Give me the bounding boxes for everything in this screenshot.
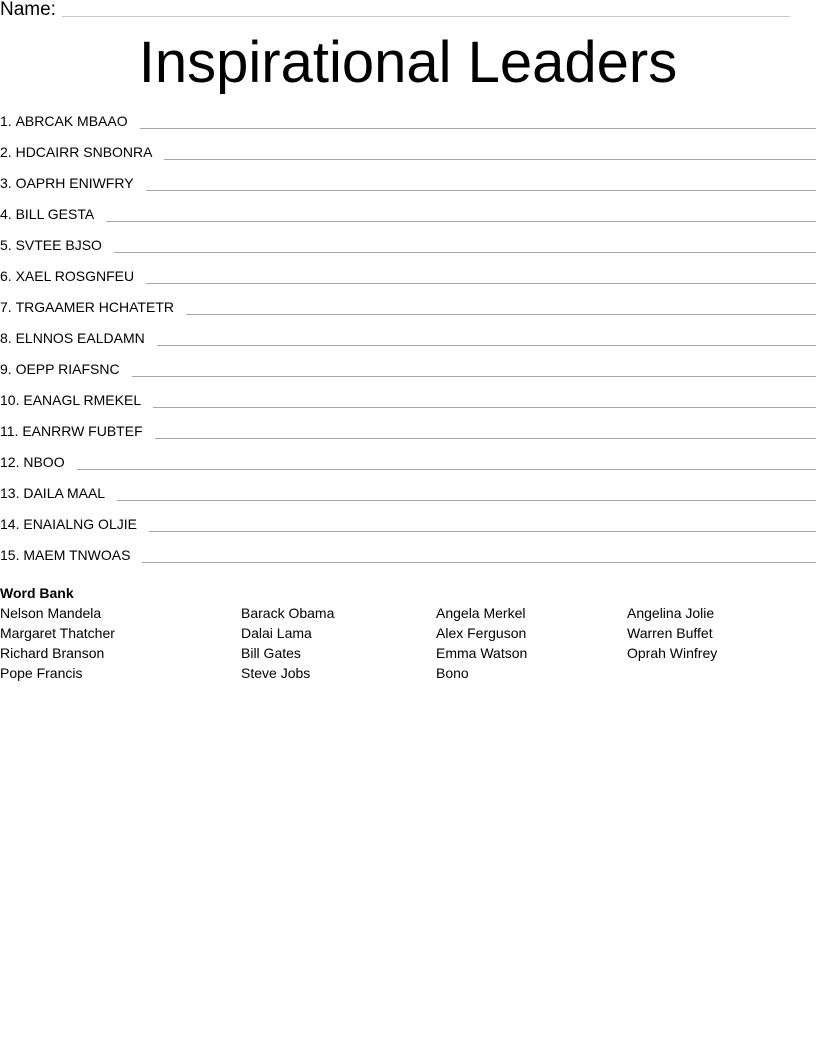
question-text (0, 142, 152, 162)
answer-line[interactable] (142, 562, 816, 563)
scrambled-word: EANAGL RMEKEL (23, 392, 142, 408)
question-item (0, 235, 816, 266)
question-number: 2. (0, 144, 12, 160)
scrambled-word: ENAIALNG OLJIE (23, 516, 137, 532)
question-list (0, 111, 816, 576)
question-item (0, 204, 816, 235)
question-text (0, 297, 174, 317)
answer-line[interactable] (146, 283, 816, 284)
question-item (0, 359, 816, 390)
question-text (0, 514, 137, 534)
question-text (0, 328, 145, 348)
answer-line[interactable] (153, 407, 816, 408)
scrambled-word: NBOO (23, 454, 65, 470)
question-item (0, 266, 816, 297)
question-item (0, 328, 816, 359)
word-bank-item: Angelina Jolie (627, 605, 715, 621)
question-number: 12. (0, 454, 20, 470)
question-text (0, 204, 94, 224)
word-bank-item: Oprah Winfrey (627, 645, 718, 661)
answer-line[interactable] (149, 531, 816, 532)
answer-line[interactable] (164, 159, 816, 160)
word-bank-item: Steve Jobs (241, 665, 311, 681)
question-text (0, 452, 65, 472)
scrambled-word: XAEL ROSGNFEU (15, 268, 135, 284)
answer-line[interactable] (114, 252, 816, 253)
scrambled-word: EANRRW FUBTEF (22, 423, 143, 439)
question-item (0, 421, 816, 452)
question-number: 11. (0, 423, 19, 439)
question-text (0, 421, 143, 441)
word-bank-item: Margaret Thatcher (0, 625, 115, 641)
answer-line[interactable] (146, 190, 816, 191)
scrambled-word: OAPRH ENIWFRY (15, 175, 134, 191)
question-number: 10. (0, 392, 20, 408)
scrambled-word: DAILA MAAL (23, 485, 106, 501)
question-item (0, 514, 816, 545)
answer-line[interactable] (117, 500, 816, 501)
question-item (0, 111, 816, 142)
answer-line[interactable] (106, 221, 816, 222)
question-item (0, 483, 816, 514)
question-number: 6. (0, 268, 12, 284)
question-number: 7. (0, 299, 12, 315)
question-number: 5. (0, 237, 12, 253)
word-bank-item: Pope Francis (0, 665, 83, 681)
answer-line[interactable] (155, 438, 816, 439)
question-item (0, 297, 816, 328)
question-item (0, 142, 816, 173)
scrambled-word: HDCAIRR SNBONRA (15, 144, 153, 160)
question-number: 1. (0, 113, 12, 129)
question-text (0, 111, 128, 131)
answer-line[interactable] (157, 345, 816, 346)
answer-line[interactable] (186, 314, 816, 315)
word-bank-item: Barack Obama (241, 605, 335, 621)
question-number: 3. (0, 175, 12, 191)
question-text (0, 545, 130, 565)
word-bank-item: Nelson Mandela (0, 605, 102, 621)
question-number: 9. (0, 361, 12, 377)
question-number: 4. (0, 206, 12, 222)
question-text (0, 390, 141, 410)
question-text (0, 235, 102, 255)
answer-line[interactable] (77, 469, 816, 470)
question-text (0, 483, 105, 503)
scrambled-word: OEPP RIAFSNC (15, 361, 120, 377)
name-row (0, 0, 790, 22)
name-field[interactable] (62, 16, 790, 17)
word-bank-item: Emma Watson (436, 645, 528, 661)
scrambled-word: TRGAAMER HCHATETR (15, 299, 174, 315)
word-bank-item: Warren Buffet (627, 625, 713, 641)
word-bank-grid (0, 603, 816, 683)
question-number: 15. (0, 547, 20, 563)
question-item (0, 173, 816, 204)
question-text (0, 173, 134, 193)
word-bank-item: Angela Merkel (436, 605, 526, 621)
answer-line[interactable] (132, 376, 816, 377)
question-number: 14. (0, 516, 20, 532)
word-bank (0, 583, 816, 683)
question-text (0, 359, 120, 379)
scrambled-word: ABRCAK MBAAO (15, 113, 128, 129)
scrambled-word: ELNNOS EALDAMN (15, 330, 145, 346)
question-number: 13. (0, 485, 20, 501)
question-text (0, 266, 134, 286)
question-number: 8. (0, 330, 12, 346)
scrambled-word: BILL GESTA (15, 206, 95, 222)
word-bank-item: Bono (436, 665, 469, 681)
question-item (0, 390, 816, 421)
word-bank-title: Word Bank (0, 585, 74, 601)
word-bank-item: Alex Ferguson (436, 625, 527, 641)
question-item (0, 452, 816, 483)
page-title: Inspirational Leaders (138, 30, 678, 95)
scrambled-word: MAEM TNWOAS (23, 547, 131, 563)
word-bank-item: Bill Gates (241, 645, 301, 661)
scrambled-word: SVTEE BJSO (15, 237, 102, 253)
word-bank-item: Dalai Lama (241, 625, 312, 641)
name-label: Name: (0, 0, 56, 20)
question-item (0, 545, 816, 576)
answer-line[interactable] (140, 128, 816, 129)
word-bank-item: Richard Branson (0, 645, 105, 661)
